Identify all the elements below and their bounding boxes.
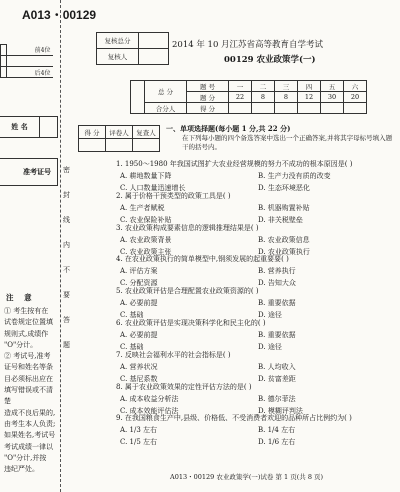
seal-char: 答 <box>63 316 70 324</box>
grader-table <box>78 125 160 152</box>
option: D. 途径 <box>258 311 282 320</box>
points-cell: 12 <box>298 92 321 103</box>
seal-char: 题 <box>63 341 70 349</box>
notice-line: 填写错误或不清楚 <box>4 386 53 406</box>
points-cell: 8 <box>275 92 298 103</box>
notice-line: 由考生本人负责; <box>4 419 56 428</box>
seal-char: 要 <box>63 291 70 299</box>
seat-number-table <box>0 44 53 78</box>
question-stem: 1. 1950～1980 年我国试图扩大农业经营规模的努力不成功的根本原因是( ) <box>116 160 353 168</box>
review-total-value[interactable] <box>139 33 169 49</box>
column-header: 五 <box>321 81 344 92</box>
name-label: 姓 名 <box>0 117 40 137</box>
earned-cell[interactable] <box>229 103 252 114</box>
option: C. 农业保险补贴 <box>120 215 172 224</box>
question-stem: 5. 农业政策评估是合理配置农业政策资源的( ) <box>116 287 259 296</box>
option: D. 生态环境恶化 <box>258 184 310 192</box>
option: C. 基础 <box>120 342 144 351</box>
notice-line: ② 考试号,准考 <box>4 352 51 361</box>
question-stem: 9. 在我国粮食生产中,县级、价格低、不受消费者欢迎的品种所占比例约为( ) <box>116 414 352 423</box>
option: A. 营养状况 <box>120 362 158 371</box>
question-stem: 4. 在农业政策执行的简单模型中,钢须发展的起重要要( ) <box>116 255 289 264</box>
option: C. 农业政策主张 <box>120 247 172 256</box>
question-item <box>116 351 396 383</box>
score-table <box>130 80 367 114</box>
option: A. 耕地数量下降 <box>120 172 172 180</box>
question-stem: 6. 农业政策评估是实现决策科学化和民主化的( ) <box>116 318 266 327</box>
question-stem: 2. 属于价格干预类型的政策工具是( ) <box>116 191 231 200</box>
column-header: 一 <box>229 81 252 92</box>
review-score-box <box>96 32 169 65</box>
question-stem: 3. 农业政策构成要素信息的逻辑推理结果是( ) <box>116 223 259 232</box>
points-cell: 22 <box>229 92 252 103</box>
option: A. 必要前提 <box>120 299 158 308</box>
notice-line: 目必须标出应在 <box>4 374 53 383</box>
earned-cell[interactable] <box>344 103 367 114</box>
notice-line: 考试成绩一律以 <box>4 442 53 451</box>
row-title: 题 分 <box>187 92 229 103</box>
option: B. 重要依据 <box>258 330 296 339</box>
points-cell: 8 <box>252 92 275 103</box>
seat-row-label <box>7 56 53 67</box>
option: D. 农业政策执行 <box>258 247 310 256</box>
option: B. 重要依据 <box>258 299 296 308</box>
option: C. 分配资源 <box>120 279 158 288</box>
option: A. 成本收益分析法 <box>120 394 179 403</box>
option: C. 基础 <box>120 311 144 320</box>
section-title: 一、单项选择题(每小题 1 分,共 22 分) <box>166 124 291 133</box>
option: C. 人口数量迅速增长 <box>120 184 186 192</box>
option: B. 营养执行 <box>258 267 296 276</box>
option: D. 途径 <box>258 342 282 351</box>
notice-line: 规则式,成绩作 <box>4 329 49 338</box>
option: D. 告知大众 <box>258 279 296 288</box>
row-title: 得 分 <box>187 103 229 114</box>
notice-line: 试卷规定位置填 <box>4 318 53 327</box>
option: A. 评估方案 <box>120 267 158 276</box>
notice-title: 注 意 <box>6 293 36 302</box>
earned-cell[interactable] <box>252 103 275 114</box>
question-item <box>116 383 396 415</box>
column-header: 四 <box>298 81 321 92</box>
exam-id-field: 准考证号 <box>0 158 58 186</box>
grader-header: 复查人 <box>133 126 160 139</box>
reviewer-sum-label: 合分人 <box>145 103 187 114</box>
seal-char: 密 <box>63 166 70 174</box>
option: A. 必要前提 <box>120 330 158 339</box>
question-item <box>116 319 396 351</box>
score-table-mark <box>131 81 145 114</box>
column-header: 六 <box>344 81 367 92</box>
notice-line: "O"分计。 <box>4 340 38 349</box>
question-item <box>116 287 396 319</box>
seal-char: 封 <box>63 191 70 199</box>
notice-line: ① 考生按有在 <box>4 307 49 315</box>
seal-char: 线 <box>63 216 70 224</box>
exam-title: 2014 年 10 月江苏省高等教育自学考试 <box>172 40 324 50</box>
option: A. 1/3 左右 <box>120 426 157 435</box>
notice-body <box>4 306 56 475</box>
option: B. 机器购置补贴 <box>258 203 310 212</box>
question-list <box>116 160 396 446</box>
seal-dash-line <box>60 0 61 492</box>
section-description: 在下列每小题的四个备选答案中选出一个正确答案,并将其字母标号填入题干的括号内。 <box>182 134 393 151</box>
total-score-label: 总 分 <box>145 81 187 103</box>
earned-cell[interactable] <box>298 103 321 114</box>
earned-cell[interactable] <box>321 103 344 114</box>
seal-char: 内 <box>63 241 70 249</box>
row-title: 题 号 <box>187 81 229 92</box>
question-stem: 8. 属于农业政策效果的定性评估方法的是( ) <box>116 382 252 391</box>
question-item <box>116 192 396 224</box>
option: D. 模糊评判法 <box>258 406 303 415</box>
column-header: 二 <box>252 81 275 92</box>
notice-line: 证号和姓名等条 <box>4 363 53 372</box>
seat-row-label: 后4位 <box>7 67 53 78</box>
page-footer: A013・00129 农业政策学(一)试卷 第 1 页(共 8 页) <box>170 473 324 481</box>
option: B. 生产力没有质的改变 <box>258 172 331 180</box>
exam-code: A013・00129 <box>22 8 97 22</box>
option: B. 人均收入 <box>258 362 296 371</box>
option: C. 成本效能评估法 <box>120 406 179 415</box>
grader-cell[interactable] <box>106 139 133 152</box>
option: B. 德尔菲法 <box>258 394 296 403</box>
notice-line: 如果姓名,考试号 <box>4 431 56 440</box>
question-item <box>116 255 396 287</box>
question-item <box>116 414 396 446</box>
seal-char: 不 <box>63 266 70 274</box>
option: A. 生产者赋税 <box>120 203 165 212</box>
binding-strip <box>0 0 68 492</box>
points-cell: 20 <box>344 92 367 103</box>
seat-row-label: 前4位 <box>7 45 53 56</box>
question-stem: 7. 反映社会福利水平的社会指标是( ) <box>116 350 231 359</box>
earned-cell[interactable] <box>275 103 298 114</box>
review-total-label: 复核总分 <box>97 33 139 49</box>
points-cell: 30 <box>321 92 344 103</box>
option: D. 1/6 左右 <box>258 438 296 447</box>
option: D. 贫富差距 <box>258 374 296 383</box>
option: B. 农业政策信息 <box>258 235 310 244</box>
grader-cell[interactable] <box>133 139 160 152</box>
grader-header: 评卷人 <box>106 126 133 139</box>
question-item <box>116 160 396 192</box>
option: C. 1/5 左右 <box>120 438 158 447</box>
notice-line: 违纪严处。 <box>4 465 39 474</box>
grader-header: 得 分 <box>79 126 106 139</box>
reviewer-value[interactable] <box>139 49 169 65</box>
reviewer-label: 复核人 <box>97 49 139 65</box>
subject-title: 00129 农业政策学(一) <box>224 55 316 65</box>
option: D. 非关税壁垒 <box>258 215 303 224</box>
option: C. 基尼系数 <box>120 374 158 383</box>
option: A. 农业政策背景 <box>120 235 172 244</box>
notice-line: "O"分计,并按 <box>4 453 47 462</box>
column-header: 三 <box>275 81 298 92</box>
option: B. 1/4 左右 <box>258 426 296 435</box>
notice-line: 造成不良后果的, <box>4 408 56 417</box>
name-field <box>0 116 58 138</box>
question-item <box>116 224 396 256</box>
grader-cell[interactable] <box>79 139 106 152</box>
